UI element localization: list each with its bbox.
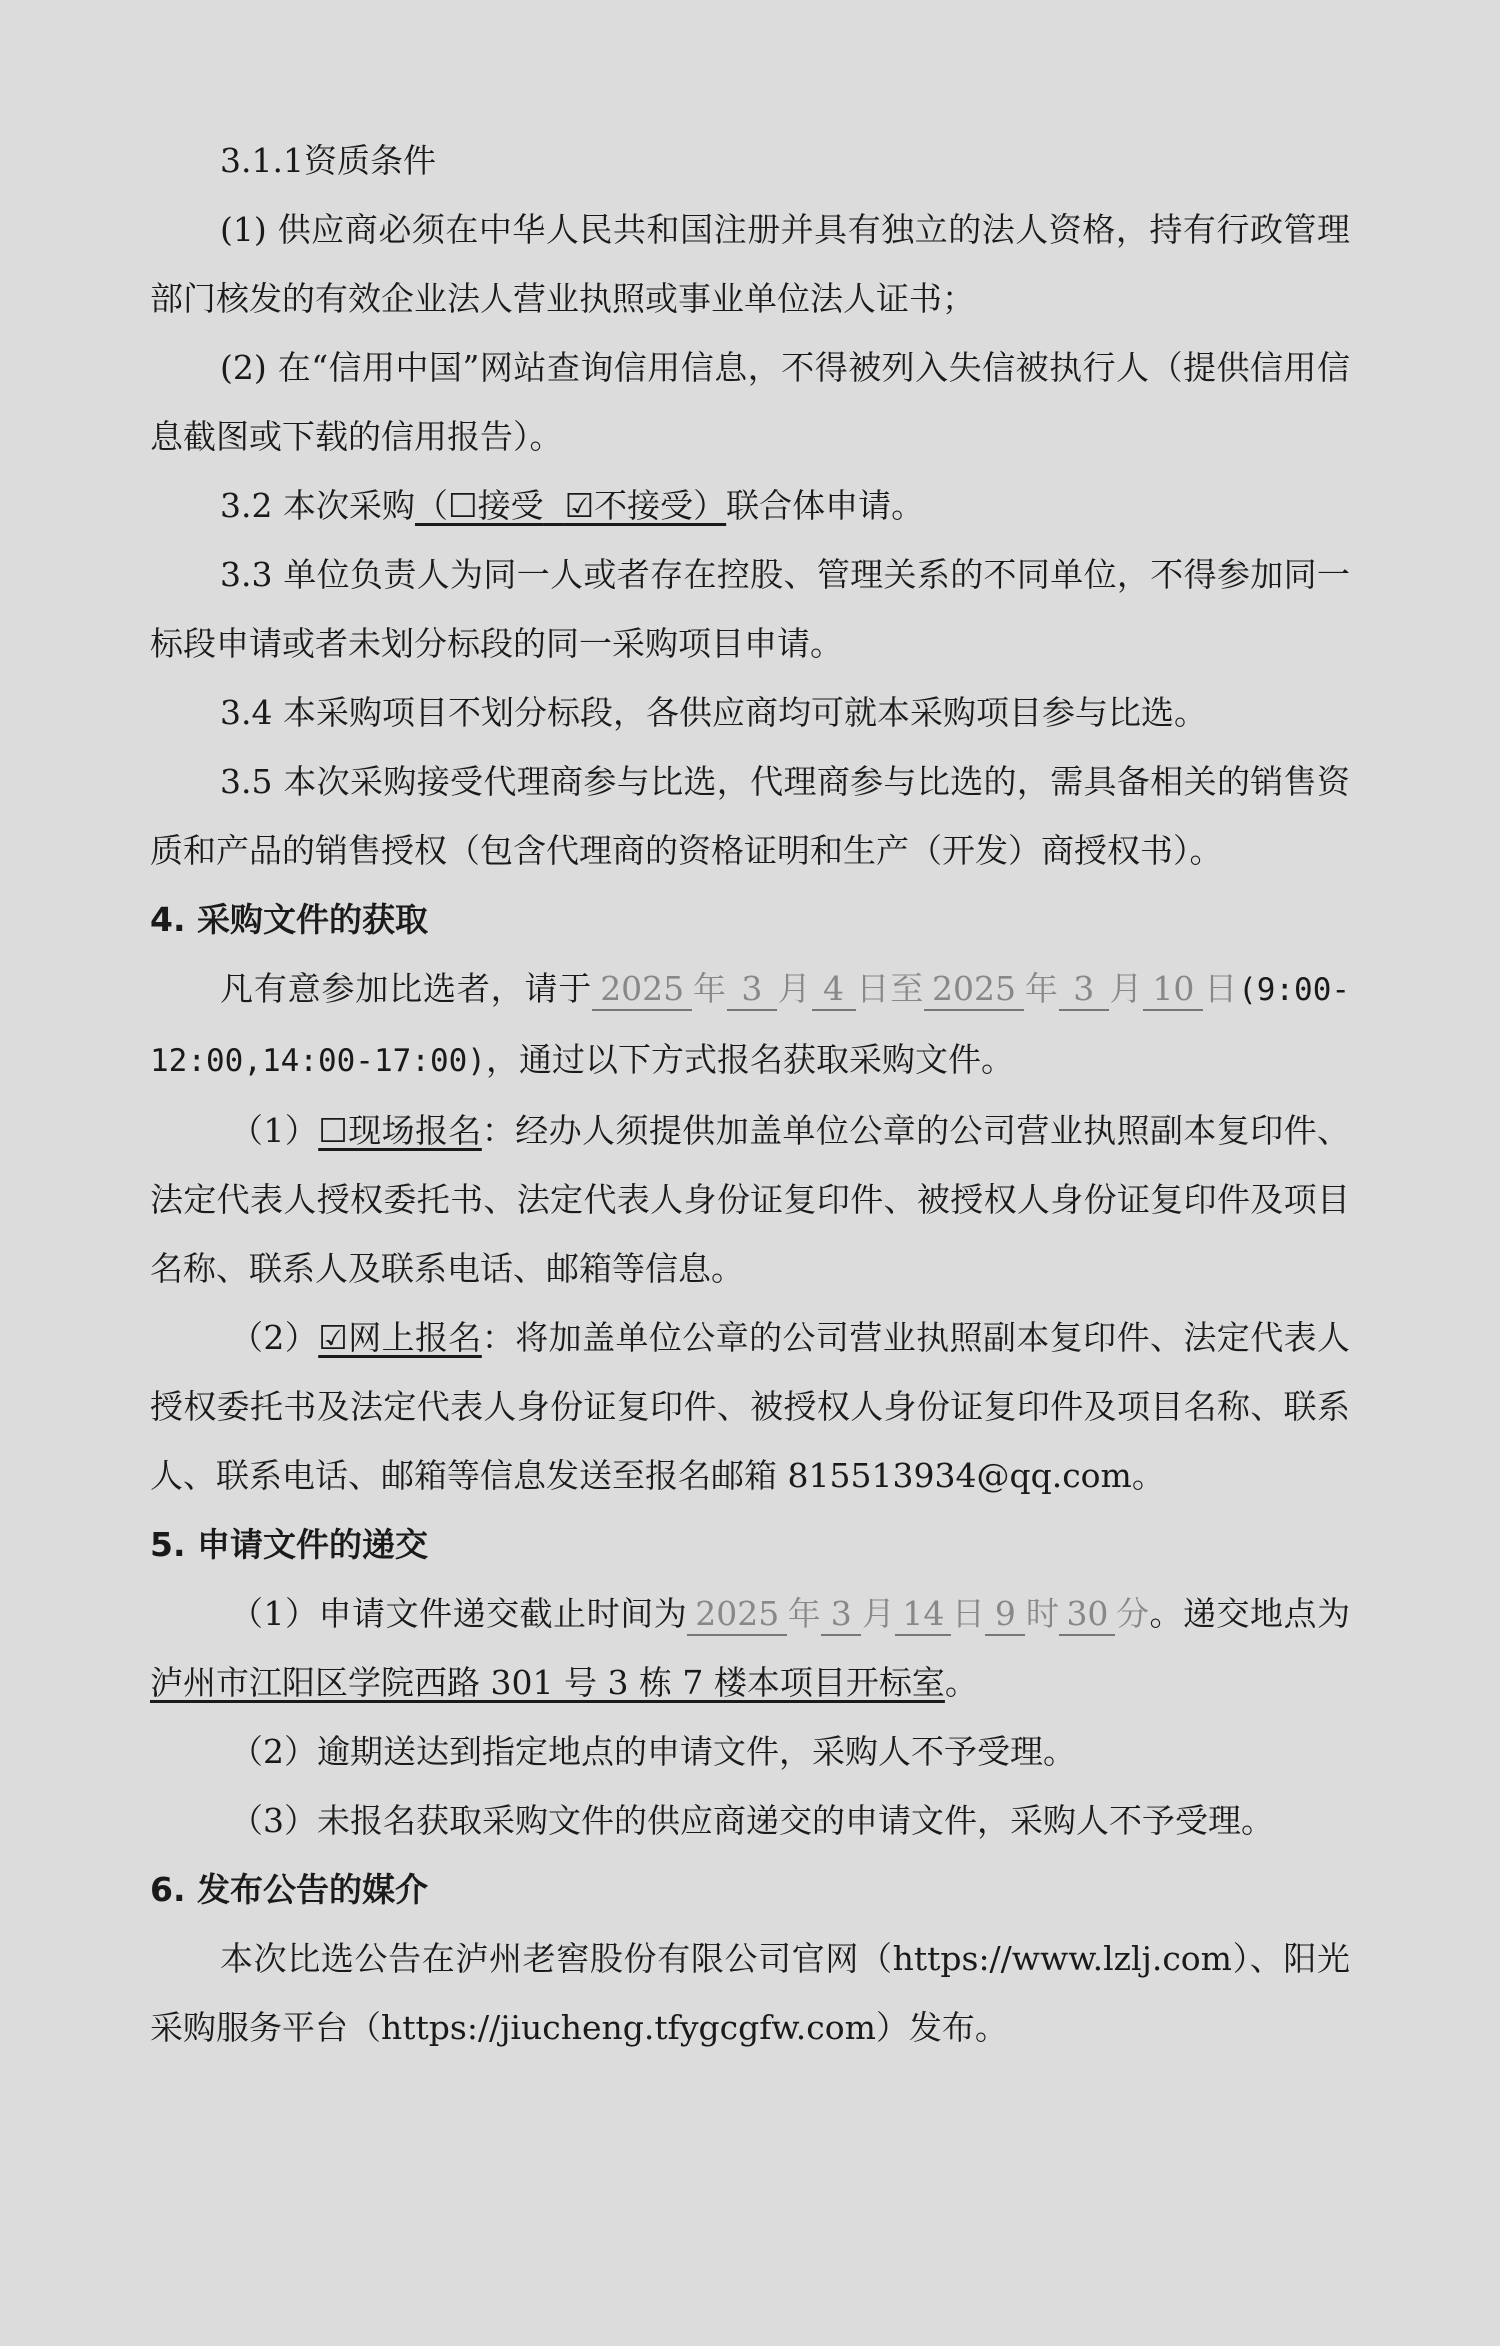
start-month-field: 3 [727,969,777,1011]
deadline-year-label: 年 [787,1594,822,1633]
deadline-month-label: 月 [861,1594,896,1633]
section-4-heading: 4. 采购文件的获取 [150,900,428,939]
deadline-hour-label: 时 [1025,1594,1060,1633]
intro-tail: ，通过以下方式报名获取采购文件。 [485,1040,1014,1079]
end-day-field: 10 [1143,969,1203,1011]
consortium-reject-checkbox: ☑不接受） [564,486,727,525]
section-6-heading: 6. 发布公告的媒介 [150,1870,428,1909]
deadline-month-field: 3 [821,1594,861,1636]
section-3-4: 3.4 本采购项目不划分标段，各供应商均可就本采购项目参与比选。 [220,693,1207,732]
online-registration-item [150,1303,1350,1510]
deadline-minute-label: 分 [1115,1594,1150,1633]
onsite-registration-checkbox: ☐现场报名 [318,1111,482,1150]
deadline-day-field: 14 [895,1594,951,1636]
onsite-registration-text: ：经办人须提供加盖单位公章的公司营业执照副本复印件、法定代表人授权委托书、法定代表人身份证复印件、被授权人身份证复印件及项目名称、联系人及联系电话、邮箱等信息。 [150,1111,1350,1288]
item-2-number: （2） [230,1318,319,1357]
deadline-hour-field: 9 [985,1594,1025,1636]
section-3-2-prefix: 3.2 本次采购 [220,486,415,525]
submission-address: 泸州市江阳区学院西路 301 号 3 栋 7 楼本项目开标室 [150,1663,945,1702]
section-3-3: 3.3 单位负责人为同一人或者存在控股、管理关系的不同单位，不得参加同一标段申请或者未划分标段的同一采购项目申请。 [150,555,1350,663]
consortium-accept-checkbox: （☐接受 [414,486,544,525]
end-month-label: 月 [1108,969,1144,1008]
late-submission-item: （2）逾期送达到指定地点的申请文件，采购人不予受理。 [230,1732,1076,1771]
deadline-mid: 。递交地点为 [1149,1594,1351,1633]
office-hours: (9:00-12:00,14:00-17:00) [150,972,1351,1079]
day-to-label: 日至 [855,969,925,1008]
section-3-5: 3.5 本次采购接受代理商参与比选，代理商参与比选的，需具备相关的销售资质和产品的销售授权（包含代理商的资格证明和生产（开发）商授权书）。 [150,762,1350,870]
item-1-number: （1） [230,1111,319,1150]
month-label: 月 [776,969,812,1008]
deadline-minute-field: 30 [1059,1594,1115,1636]
online-registration-checkbox: ☑网上报名 [318,1318,482,1357]
submission-deadline-item [150,1579,1350,1717]
qualification-item-1: (1) 供应商必须在中华人民共和国注册并具有独立的法人资格，持有行政管理部门核发的有效企业法人营业执照或事业单位法人证书； [150,210,1350,318]
section-3-2-suffix: 联合体申请。 [726,486,925,525]
section-4-intro [150,954,1350,1096]
section-3-1-1-title: 3.1.1资质条件 [220,141,436,180]
deadline-end: 。 [944,1663,978,1702]
end-year-field: 2025 [924,969,1024,1011]
unregistered-submission-item: （3）未报名获取采购文件的供应商递交的申请文件，采购人不予受理。 [230,1801,1274,1840]
year-label: 年 [692,969,727,1008]
online-registration-text: ：将加盖单位公章的公司营业执照副本复印件、法定代表人授权委托书及法定代表人身份证复印件、被授权人身份证复印件及项目名称、联系人、联系电话、邮箱等信息发送至报名邮箱 815513934@qq.com。 [150,1318,1350,1495]
deadline-lead: （1）申请文件递交截止时间为 [230,1594,688,1633]
onsite-registration-item [150,1096,1350,1303]
start-day-field: 4 [812,969,856,1011]
end-month-field: 3 [1059,969,1109,1011]
deadline-day-label: 日 [951,1594,986,1633]
qualification-item-2: (2) 在“信用中国”网站查询信用信息，不得被列入失信被执行人（提供信用信息截图或下载的信用报告）。 [150,348,1350,456]
section-5-heading: 5. 申请文件的递交 [150,1525,428,1564]
section-3-2 [150,471,1350,540]
intro-lead: 凡有意参加比选者，请于 [220,969,593,1008]
deadline-year-field: 2025 [687,1594,787,1636]
start-year-field: 2025 [592,969,692,1011]
end-year-label: 年 [1024,969,1059,1008]
publication-media-text: 本次比选公告在泸州老窖股份有限公司官网（https://www.lzlj.com）、阳光采购服务平台（https://jiucheng.tfygcgfw.com）发布。 [150,1939,1350,2047]
end-day-label: 日 [1203,969,1239,1008]
